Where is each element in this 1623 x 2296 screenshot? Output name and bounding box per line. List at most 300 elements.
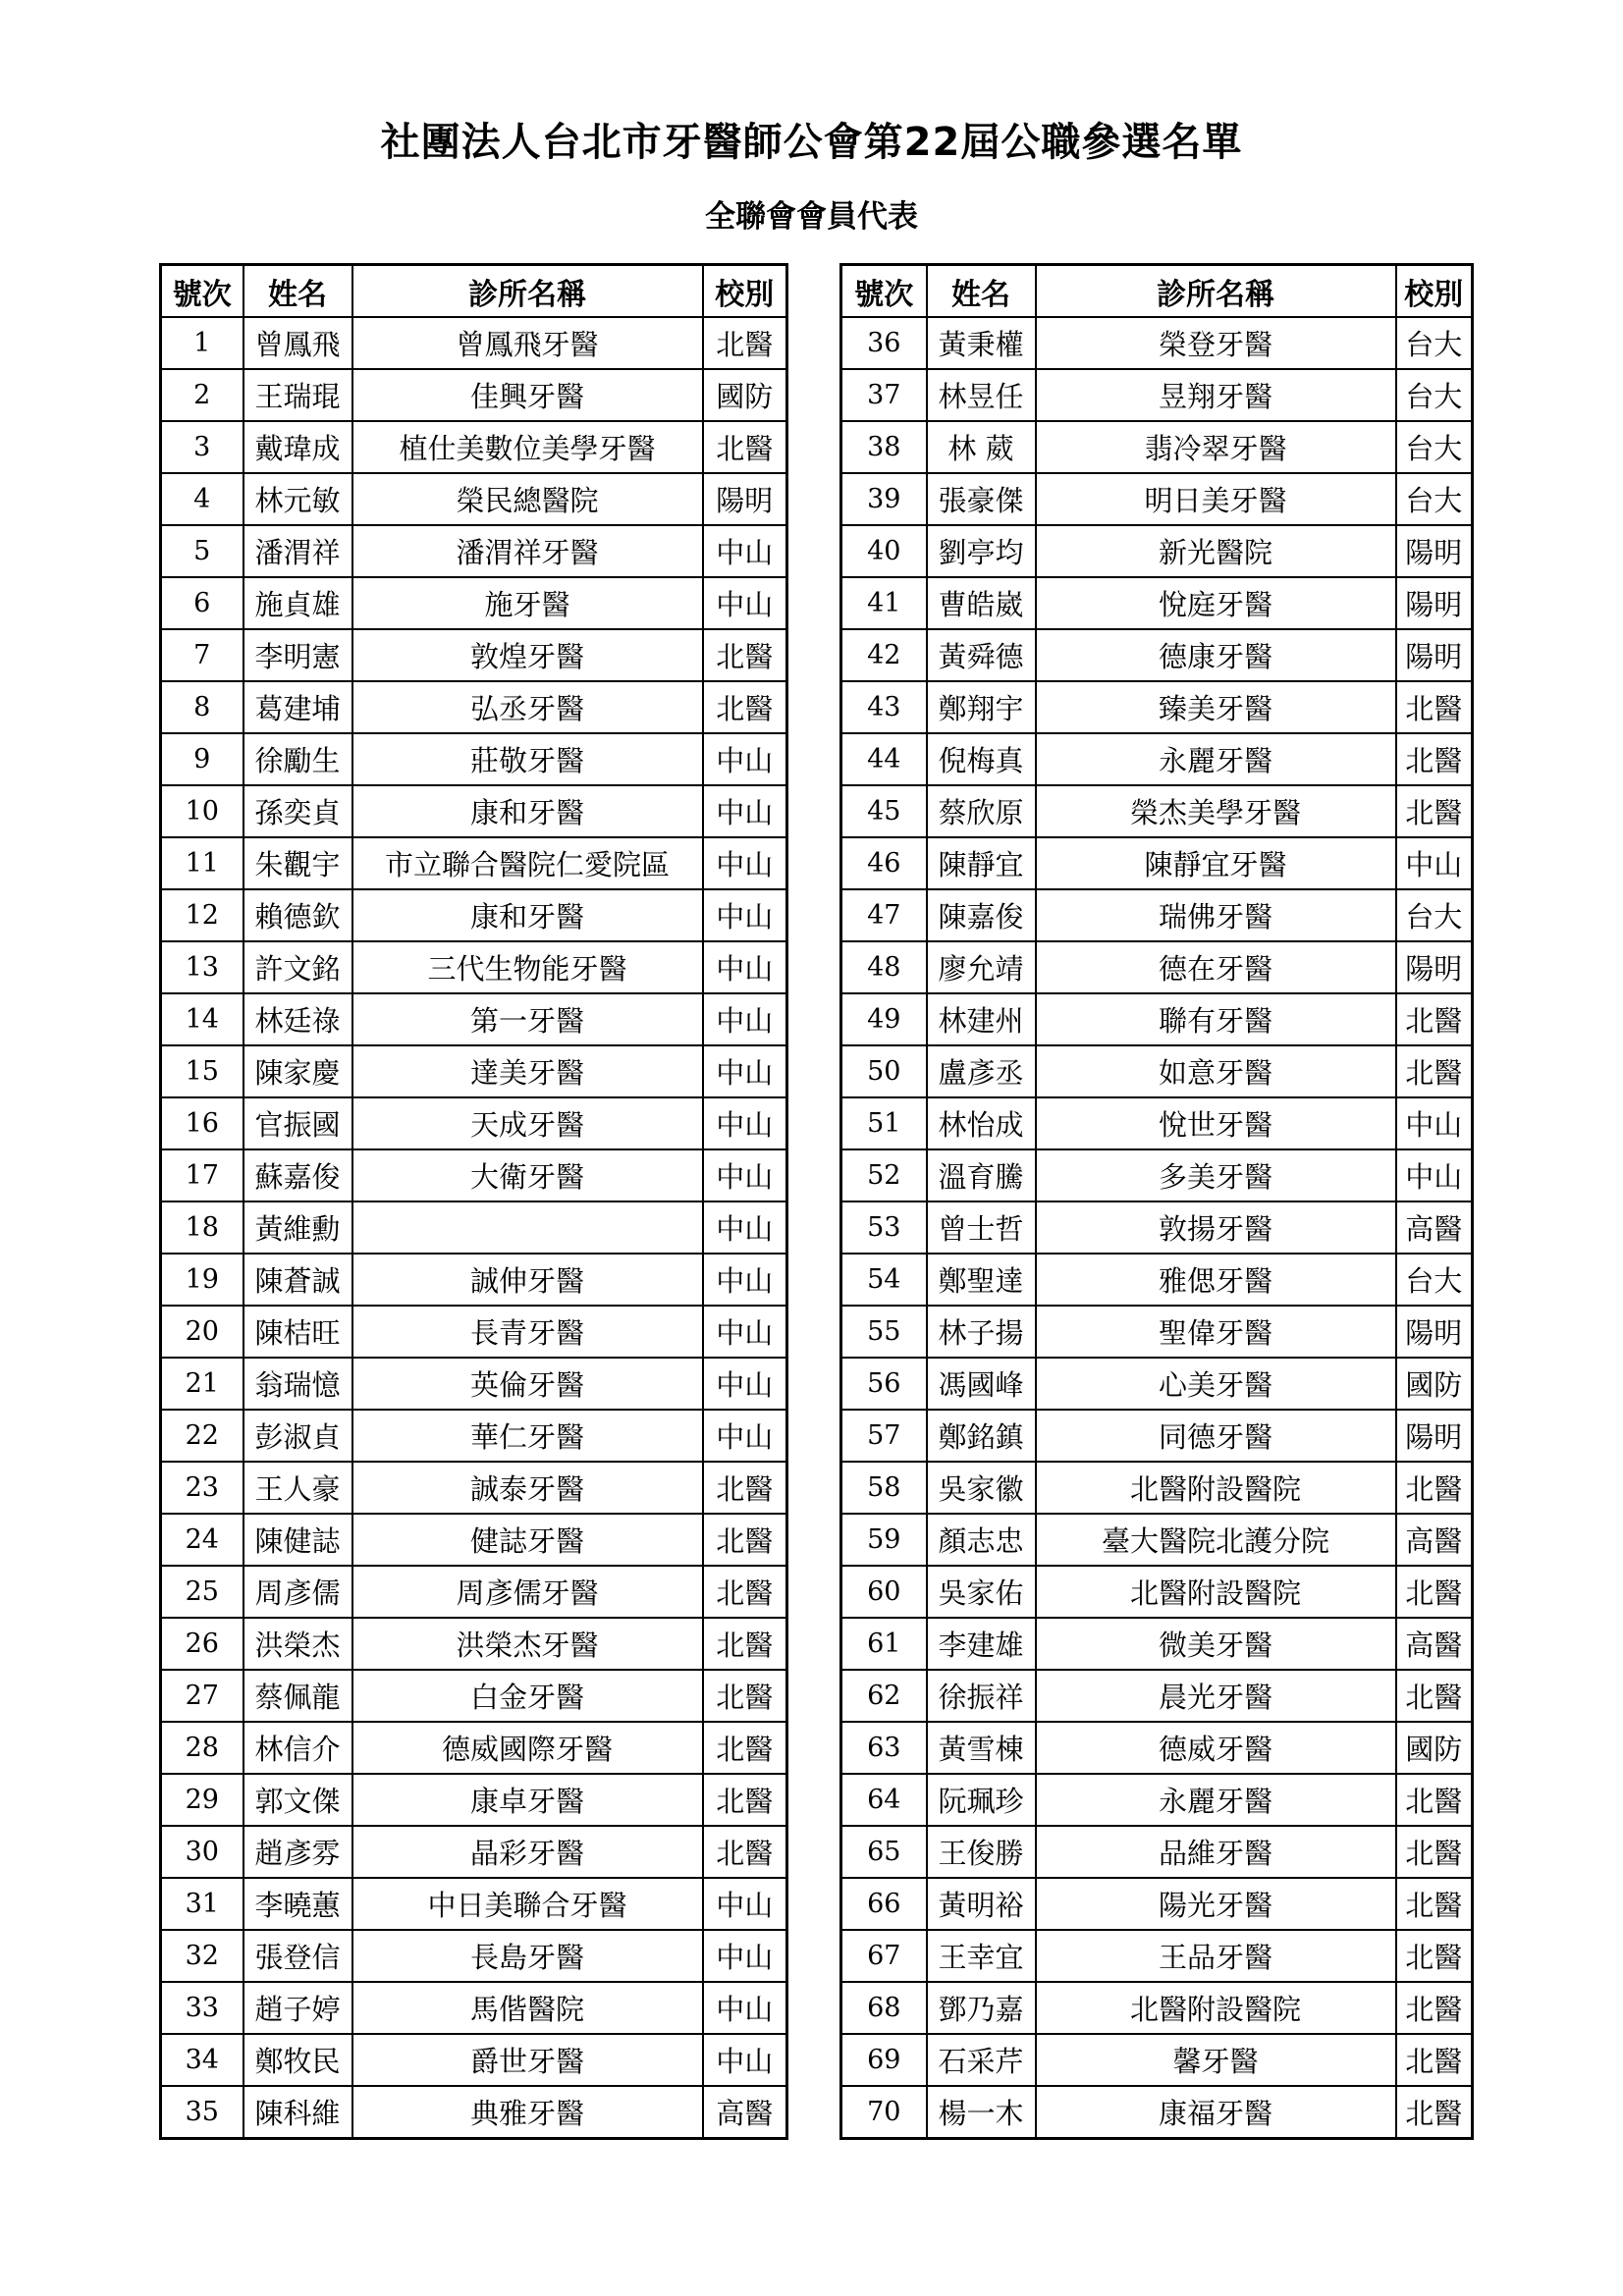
table-row: [841, 889, 1473, 941]
cell-clinic: 聖偉牙醫: [1036, 1306, 1396, 1358]
cell-name: 許文銘: [243, 941, 352, 993]
cell-number: 25: [161, 1566, 243, 1618]
table-row: [161, 1462, 787, 1514]
cell-number: 9: [161, 733, 243, 785]
cell-name: 李建雄: [927, 1618, 1036, 1670]
cell-clinic: 翡冷翠牙醫: [1036, 421, 1396, 473]
cell-clinic: 白金牙醫: [352, 1670, 703, 1722]
cell-clinic: 植仕美數位美學牙醫: [352, 421, 703, 473]
cell-school: 北醫: [703, 421, 787, 473]
table-row: [841, 1149, 1473, 1201]
cell-clinic: [352, 1201, 703, 1254]
cell-school: 北醫: [1396, 1878, 1473, 1930]
cell-clinic: 莊敬牙醫: [352, 733, 703, 785]
cell-clinic: 大衛牙醫: [352, 1149, 703, 1201]
cell-name: 朱觀宇: [243, 837, 352, 889]
table-row: [161, 525, 787, 577]
cell-school: 國防: [1396, 1722, 1473, 1774]
cell-name: 王幸宜: [927, 1930, 1036, 1982]
table-row: [841, 681, 1473, 733]
table-row: [161, 317, 787, 369]
cell-school: 北醫: [703, 1514, 787, 1566]
cell-name: 陳家慶: [243, 1045, 352, 1097]
table-row: [161, 577, 787, 629]
cell-clinic: 悅庭牙醫: [1036, 577, 1396, 629]
header-name: 姓名: [243, 265, 352, 318]
cell-name: 林信介: [243, 1722, 352, 1774]
cell-clinic: 德威國際牙醫: [352, 1722, 703, 1774]
table-row: [841, 1826, 1473, 1878]
cell-name: 黃舜德: [927, 629, 1036, 681]
cell-clinic: 爵世牙醫: [352, 2034, 703, 2086]
cell-number: 37: [841, 369, 927, 421]
cell-number: 62: [841, 1670, 927, 1722]
table-row: [161, 1358, 787, 1410]
cell-school: 台大: [1396, 369, 1473, 421]
cell-school: 高醫: [703, 2086, 787, 2139]
table-row: [841, 1514, 1473, 1566]
cell-school: 陽明: [1396, 525, 1473, 577]
cell-clinic: 康和牙醫: [352, 785, 703, 837]
cell-number: 41: [841, 577, 927, 629]
cell-clinic: 敦煌牙醫: [352, 629, 703, 681]
cell-number: 38: [841, 421, 927, 473]
cell-clinic: 英倫牙醫: [352, 1358, 703, 1410]
cell-number: 50: [841, 1045, 927, 1097]
cell-number: 1: [161, 317, 243, 369]
cell-number: 26: [161, 1618, 243, 1670]
cell-name: 賴德欽: [243, 889, 352, 941]
cell-clinic: 康卓牙醫: [352, 1774, 703, 1826]
cell-school: 北醫: [703, 317, 787, 369]
cell-name: 林元敏: [243, 473, 352, 525]
table-row: [161, 1722, 787, 1774]
table-row: [841, 1254, 1473, 1306]
cell-name: 陳蒼誠: [243, 1254, 352, 1306]
cell-clinic: 健誌牙醫: [352, 1514, 703, 1566]
cell-clinic: 北醫附設醫院: [1036, 1982, 1396, 2034]
cell-number: 10: [161, 785, 243, 837]
cell-name: 吳家佑: [927, 1566, 1036, 1618]
cell-name: 趙子婷: [243, 1982, 352, 2034]
cell-school: 北醫: [703, 1462, 787, 1514]
cell-name: 潘渭祥: [243, 525, 352, 577]
cell-school: 北醫: [1396, 733, 1473, 785]
table-row: [841, 1462, 1473, 1514]
table-row: [161, 1097, 787, 1149]
cell-school: 中山: [703, 785, 787, 837]
cell-number: 29: [161, 1774, 243, 1826]
roster-body-left: [161, 317, 787, 2139]
cell-clinic: 德威牙醫: [1036, 1722, 1396, 1774]
cell-school: 高醫: [1396, 1514, 1473, 1566]
cell-name: 戴瑋成: [243, 421, 352, 473]
cell-number: 56: [841, 1358, 927, 1410]
cell-name: 王瑞琨: [243, 369, 352, 421]
cell-name: 葛建埔: [243, 681, 352, 733]
cell-name: 馮國峰: [927, 1358, 1036, 1410]
table-row: [161, 629, 787, 681]
header-name: 姓名: [927, 265, 1036, 318]
cell-school: 中山: [703, 2034, 787, 2086]
cell-clinic: 昱翔牙醫: [1036, 369, 1396, 421]
cell-school: 北醫: [703, 629, 787, 681]
cell-number: 46: [841, 837, 927, 889]
cell-number: 27: [161, 1670, 243, 1722]
cell-clinic: 新光醫院: [1036, 525, 1396, 577]
table-row: [161, 1514, 787, 1566]
cell-clinic: 德康牙醫: [1036, 629, 1396, 681]
cell-school: 中山: [703, 993, 787, 1045]
cell-number: 39: [841, 473, 927, 525]
cell-number: 15: [161, 1045, 243, 1097]
cell-name: 趙彥雰: [243, 1826, 352, 1878]
table-row: [161, 1566, 787, 1618]
cell-number: 54: [841, 1254, 927, 1306]
cell-school: 北醫: [1396, 1566, 1473, 1618]
cell-clinic: 馬偕醫院: [352, 1982, 703, 2034]
cell-name: 蔡佩龍: [243, 1670, 352, 1722]
cell-clinic: 長青牙醫: [352, 1306, 703, 1358]
cell-name: 曾士哲: [927, 1201, 1036, 1254]
cell-school: 北醫: [1396, 681, 1473, 733]
cell-clinic: 長島牙醫: [352, 1930, 703, 1982]
cell-school: 陽明: [1396, 577, 1473, 629]
cell-school: 中山: [703, 525, 787, 577]
cell-clinic: 達美牙醫: [352, 1045, 703, 1097]
cell-school: 北醫: [703, 1774, 787, 1826]
table-row: [161, 733, 787, 785]
cell-school: 中山: [703, 1201, 787, 1254]
cell-name: 陳靜宜: [927, 837, 1036, 889]
cell-number: 11: [161, 837, 243, 889]
cell-number: 34: [161, 2034, 243, 2086]
cell-school: 北醫: [1396, 1045, 1473, 1097]
cell-clinic: 晶彩牙醫: [352, 1826, 703, 1878]
cell-name: 官振國: [243, 1097, 352, 1149]
cell-school: 陽明: [1396, 629, 1473, 681]
cell-clinic: 心美牙醫: [1036, 1358, 1396, 1410]
cell-clinic: 永麗牙醫: [1036, 733, 1396, 785]
table-row: [161, 1878, 787, 1930]
cell-name: 鄧乃嘉: [927, 1982, 1036, 2034]
page-title: 社團法人台北市牙醫師公會第22屆公職參選名單: [380, 120, 1243, 165]
cell-number: 48: [841, 941, 927, 993]
cell-number: 31: [161, 1878, 243, 1930]
table-row: [841, 473, 1473, 525]
cell-school: 北醫: [703, 1722, 787, 1774]
cell-school: 北醫: [703, 1566, 787, 1618]
cell-name: 溫育騰: [927, 1149, 1036, 1201]
cell-number: 3: [161, 421, 243, 473]
table-row: [841, 1566, 1473, 1618]
header-row: [841, 265, 1473, 318]
cell-name: 吳家徽: [927, 1462, 1036, 1514]
table-row: [161, 837, 787, 889]
table-row: [161, 1826, 787, 1878]
header-school: 校別: [1396, 265, 1473, 318]
cell-number: 33: [161, 1982, 243, 2034]
cell-school: 高醫: [1396, 1618, 1473, 1670]
cell-clinic: 馨牙醫: [1036, 2034, 1396, 2086]
cell-number: 4: [161, 473, 243, 525]
cell-number: 55: [841, 1306, 927, 1358]
cell-clinic: 典雅牙醫: [352, 2086, 703, 2139]
page-subtitle: 全聯會會員代表: [705, 199, 918, 235]
cell-name: 鄭牧民: [243, 2034, 352, 2086]
cell-clinic: 潘渭祥牙醫: [352, 525, 703, 577]
cell-name: 洪榮杰: [243, 1618, 352, 1670]
table-row: [161, 2034, 787, 2086]
table-row: [841, 993, 1473, 1045]
cell-school: 台大: [1396, 473, 1473, 525]
cell-name: 陳健誌: [243, 1514, 352, 1566]
cell-school: 中山: [703, 837, 787, 889]
cell-name: 鄭聖達: [927, 1254, 1036, 1306]
table-row: [841, 577, 1473, 629]
cell-number: 5: [161, 525, 243, 577]
cell-name: 黃明裕: [927, 1878, 1036, 1930]
cell-school: 中山: [703, 1878, 787, 1930]
cell-clinic: 三代生物能牙醫: [352, 941, 703, 993]
cell-name: 翁瑞憶: [243, 1358, 352, 1410]
cell-number: 61: [841, 1618, 927, 1670]
cell-number: 49: [841, 993, 927, 1045]
roster-body-right: [841, 317, 1473, 2139]
cell-school: 北醫: [703, 1618, 787, 1670]
table-row: [841, 1358, 1473, 1410]
cell-clinic: 洪榮杰牙醫: [352, 1618, 703, 1670]
cell-name: 孫奕貞: [243, 785, 352, 837]
cell-clinic: 施牙醫: [352, 577, 703, 629]
cell-name: 王人豪: [243, 1462, 352, 1514]
cell-number: 35: [161, 2086, 243, 2139]
table-row: [841, 1045, 1473, 1097]
table-row: [161, 1306, 787, 1358]
cell-school: 中山: [703, 1410, 787, 1462]
cell-clinic: 臺大醫院北護分院: [1036, 1514, 1396, 1566]
table-row: [841, 1410, 1473, 1462]
table-row: [161, 473, 787, 525]
cell-name: 張豪傑: [927, 473, 1036, 525]
cell-name: 阮珮珍: [927, 1774, 1036, 1826]
table-row: [841, 525, 1473, 577]
cell-name: 劉亭均: [927, 525, 1036, 577]
cell-clinic: 永麗牙醫: [1036, 1774, 1396, 1826]
cell-number: 21: [161, 1358, 243, 1410]
table-row: [161, 889, 787, 941]
cell-number: 7: [161, 629, 243, 681]
cell-clinic: 康福牙醫: [1036, 2086, 1396, 2139]
table-row: [841, 421, 1473, 473]
cell-number: 32: [161, 1930, 243, 1982]
header-school: 校別: [703, 265, 787, 318]
cell-school: 中山: [703, 1045, 787, 1097]
cell-clinic: 同德牙醫: [1036, 1410, 1396, 1462]
cell-school: 北醫: [1396, 2086, 1473, 2139]
cell-number: 44: [841, 733, 927, 785]
cell-name: 石采芹: [927, 2034, 1036, 2086]
cell-clinic: 王品牙醫: [1036, 1930, 1396, 1982]
cell-name: 彭淑貞: [243, 1410, 352, 1462]
cell-number: 51: [841, 1097, 927, 1149]
cell-clinic: 市立聯合醫院仁愛院區: [352, 837, 703, 889]
cell-clinic: 微美牙醫: [1036, 1618, 1396, 1670]
cell-school: 北醫: [1396, 2034, 1473, 2086]
cell-clinic: 華仁牙醫: [352, 1410, 703, 1462]
cell-school: 北醫: [1396, 1982, 1473, 2034]
cell-clinic: 周彥儒牙醫: [352, 1566, 703, 1618]
cell-school: 北醫: [1396, 1462, 1473, 1514]
table-row: [161, 1670, 787, 1722]
cell-clinic: 聯有牙醫: [1036, 993, 1396, 1045]
cell-name: 盧彥丞: [927, 1045, 1036, 1097]
cell-clinic: 榮登牙醫: [1036, 317, 1396, 369]
cell-school: 陽明: [1396, 941, 1473, 993]
cell-number: 67: [841, 1930, 927, 1982]
table-row: [841, 369, 1473, 421]
cell-number: 70: [841, 2086, 927, 2139]
cell-number: 40: [841, 525, 927, 577]
table-row: [841, 1306, 1473, 1358]
cell-school: 台大: [1396, 421, 1473, 473]
cell-school: 陽明: [1396, 1410, 1473, 1462]
table-row: [841, 837, 1473, 889]
table-row: [161, 941, 787, 993]
table-row: [161, 681, 787, 733]
cell-name: 徐勵生: [243, 733, 352, 785]
cell-name: 郭文傑: [243, 1774, 352, 1826]
cell-number: 45: [841, 785, 927, 837]
cell-school: 北醫: [1396, 785, 1473, 837]
cell-clinic: 品維牙醫: [1036, 1826, 1396, 1878]
cell-clinic: 明日美牙醫: [1036, 473, 1396, 525]
cell-name: 林建州: [927, 993, 1036, 1045]
cell-name: 鄭翔宇: [927, 681, 1036, 733]
cell-clinic: 晨光牙醫: [1036, 1670, 1396, 1722]
cell-name: 蘇嘉俊: [243, 1149, 352, 1201]
cell-number: 60: [841, 1566, 927, 1618]
cell-clinic: 北醫附設醫院: [1036, 1566, 1396, 1618]
cell-name: 林 葳: [927, 421, 1036, 473]
table-row: [841, 2086, 1473, 2139]
cell-number: 36: [841, 317, 927, 369]
cell-school: 台大: [1396, 889, 1473, 941]
cell-clinic: 天成牙醫: [352, 1097, 703, 1149]
cell-number: 64: [841, 1774, 927, 1826]
cell-name: 李曉蕙: [243, 1878, 352, 1930]
table-row: [161, 1045, 787, 1097]
cell-clinic: 敦揚牙醫: [1036, 1201, 1396, 1254]
table-row: [161, 1201, 787, 1254]
cell-number: 20: [161, 1306, 243, 1358]
header-row: [161, 265, 787, 318]
cell-name: 施貞雄: [243, 577, 352, 629]
cell-school: 中山: [703, 1930, 787, 1982]
cell-number: 14: [161, 993, 243, 1045]
cell-number: 66: [841, 1878, 927, 1930]
cell-clinic: 陽光牙醫: [1036, 1878, 1396, 1930]
cell-number: 69: [841, 2034, 927, 2086]
table-row: [841, 2034, 1473, 2086]
cell-number: 65: [841, 1826, 927, 1878]
cell-school: 國防: [1396, 1358, 1473, 1410]
table-row: [841, 733, 1473, 785]
cell-school: 台大: [1396, 317, 1473, 369]
cell-clinic: 佳興牙醫: [352, 369, 703, 421]
cell-clinic: 誠泰牙醫: [352, 1462, 703, 1514]
cell-name: 張登信: [243, 1930, 352, 1982]
table-row: [161, 369, 787, 421]
cell-clinic: 陳靜宜牙醫: [1036, 837, 1396, 889]
cell-clinic: 多美牙醫: [1036, 1149, 1396, 1201]
cell-school: 中山: [703, 1982, 787, 2034]
cell-school: 陽明: [1396, 1306, 1473, 1358]
cell-clinic: 榮民總醫院: [352, 473, 703, 525]
cell-number: 23: [161, 1462, 243, 1514]
cell-name: 李明憲: [243, 629, 352, 681]
cell-name: 林怡成: [927, 1097, 1036, 1149]
table-row: [161, 421, 787, 473]
cell-clinic: 如意牙醫: [1036, 1045, 1396, 1097]
cell-name: 曾鳳飛: [243, 317, 352, 369]
cell-school: 中山: [703, 1254, 787, 1306]
roster-table-right: [839, 263, 1474, 2140]
cell-number: 24: [161, 1514, 243, 1566]
cell-name: 林廷祿: [243, 993, 352, 1045]
cell-name: 林子揚: [927, 1306, 1036, 1358]
cell-name: 林昱任: [927, 369, 1036, 421]
table-row: [841, 1982, 1473, 2034]
cell-number: 42: [841, 629, 927, 681]
cell-number: 16: [161, 1097, 243, 1149]
cell-school: 陽明: [703, 473, 787, 525]
cell-school: 中山: [703, 1149, 787, 1201]
cell-number: 43: [841, 681, 927, 733]
header-number: 號次: [161, 265, 243, 318]
cell-school: 高醫: [1396, 1201, 1473, 1254]
table-row: [161, 1410, 787, 1462]
cell-clinic: 瑞佛牙醫: [1036, 889, 1396, 941]
table-row: [161, 785, 787, 837]
cell-name: 楊一木: [927, 2086, 1036, 2139]
cell-number: 68: [841, 1982, 927, 2034]
cell-number: 6: [161, 577, 243, 629]
cell-number: 19: [161, 1254, 243, 1306]
cell-number: 57: [841, 1410, 927, 1462]
table-row: [161, 1774, 787, 1826]
cell-school: 中山: [703, 889, 787, 941]
table-row: [161, 1982, 787, 2034]
cell-school: 北醫: [703, 1670, 787, 1722]
cell-school: 中山: [703, 733, 787, 785]
cell-number: 18: [161, 1201, 243, 1254]
table-row: [161, 1254, 787, 1306]
table-row: [841, 317, 1473, 369]
cell-name: 倪梅真: [927, 733, 1036, 785]
cell-school: 北醫: [1396, 1774, 1473, 1826]
cell-name: 周彥儒: [243, 1566, 352, 1618]
roster-table-left: [159, 263, 788, 2140]
cell-school: 中山: [1396, 1097, 1473, 1149]
table-row: [841, 1722, 1473, 1774]
cell-name: 黃秉權: [927, 317, 1036, 369]
cell-clinic: 雅偲牙醫: [1036, 1254, 1396, 1306]
table-row: [841, 1618, 1473, 1670]
cell-school: 北醫: [1396, 993, 1473, 1045]
cell-name: 陳嘉俊: [927, 889, 1036, 941]
cell-number: 58: [841, 1462, 927, 1514]
